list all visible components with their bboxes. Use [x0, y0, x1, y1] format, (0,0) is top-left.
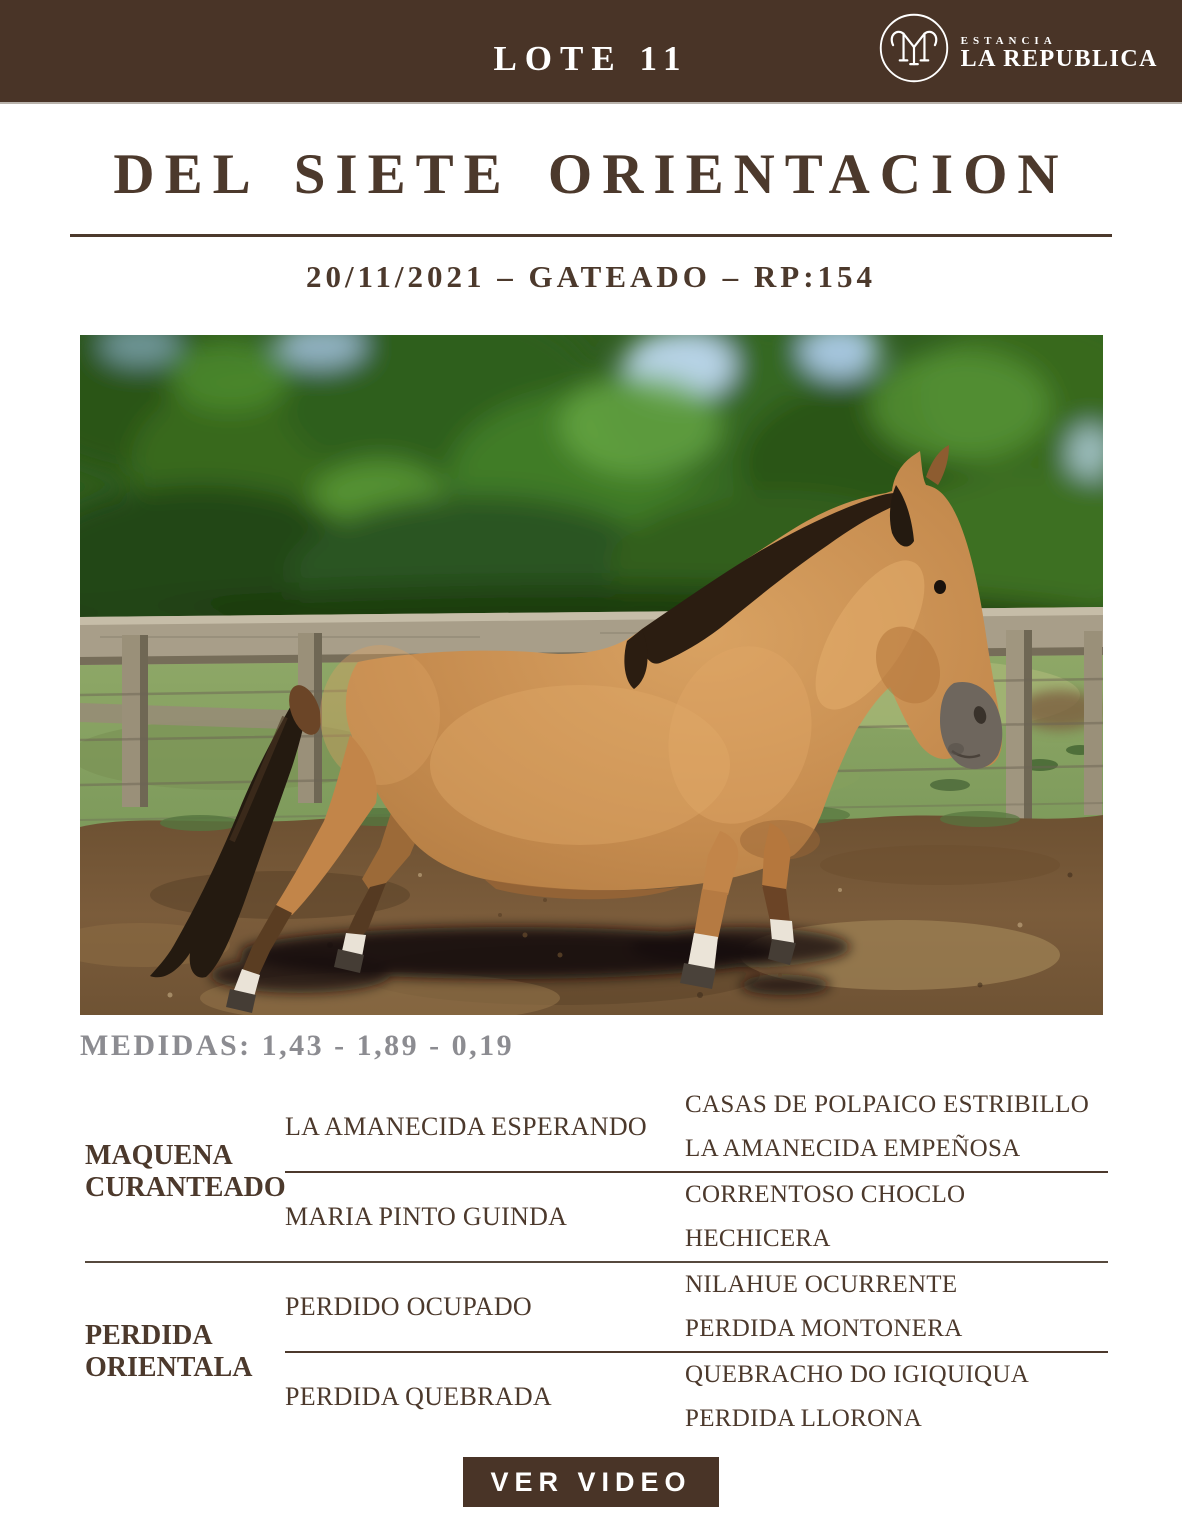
dam-sire-name: PERDIDO OCUPADO	[285, 1292, 532, 1321]
pedigree-dam-section	[85, 1261, 1108, 1441]
ancestor-name: PERDIDA LLORONA	[685, 1405, 923, 1432]
lot-subtitle: 20/11/2021 – GATEADO – RP:154	[305, 259, 877, 294]
dam-dam-name: PERDIDA QUEBRADA	[285, 1382, 552, 1411]
title-divider	[70, 234, 1112, 237]
page-title: DEL SIETE ORIENTACION	[113, 143, 1069, 206]
dam-dam-row	[285, 1353, 1108, 1441]
brand-logo	[876, 10, 1158, 86]
lot-title: LOTE 11	[493, 39, 689, 78]
medidas-text: MEDIDAS: 1,43 - 1,89 - 0,19	[80, 1029, 515, 1062]
pedigree-sire-section	[85, 1083, 1108, 1261]
brand-name-label: LA REPUBLICA	[960, 46, 1158, 73]
cattle-brand-monogram-icon	[876, 10, 952, 86]
sire-sire-row	[285, 1083, 1108, 1173]
ancestor-name: NILAHUE OCURRENTE	[685, 1271, 958, 1298]
header-bar	[0, 0, 1182, 104]
horse-photo	[80, 335, 1103, 1015]
ancestor-name: PERDIDA MONTONERA	[685, 1315, 963, 1342]
ancestor-name: CORRENTOSO CHOCLO	[685, 1181, 966, 1208]
ancestor-name: HECHICERA	[685, 1225, 831, 1252]
sire-dam-name: MARIA PINTO GUINDA	[285, 1202, 568, 1231]
horse-photo-illustration	[80, 335, 1103, 1015]
dam-name: PERDIDA ORIENTALA	[85, 1319, 253, 1383]
pedigree-table	[85, 1083, 1108, 1441]
ver-video-button[interactable]: VER VIDEO	[463, 1457, 719, 1507]
ancestor-name: CASAS DE POLPAICO ESTRIBILLO	[685, 1091, 1090, 1118]
sire-name: MAQUENA CURANTEADO	[85, 1139, 286, 1203]
ancestor-name: LA AMANECIDA EMPEÑOSA	[685, 1135, 1021, 1162]
brand-estancia-label: ESTANCIA	[960, 34, 1057, 47]
sire-dam-row	[285, 1173, 1108, 1261]
ancestor-name: QUEBRACHO DO IGIQUIQUA	[685, 1361, 1030, 1388]
dam-sire-row	[285, 1263, 1108, 1353]
brand-text	[961, 24, 1158, 73]
sire-sire-name: LA AMANECIDA ESPERANDO	[285, 1112, 647, 1141]
